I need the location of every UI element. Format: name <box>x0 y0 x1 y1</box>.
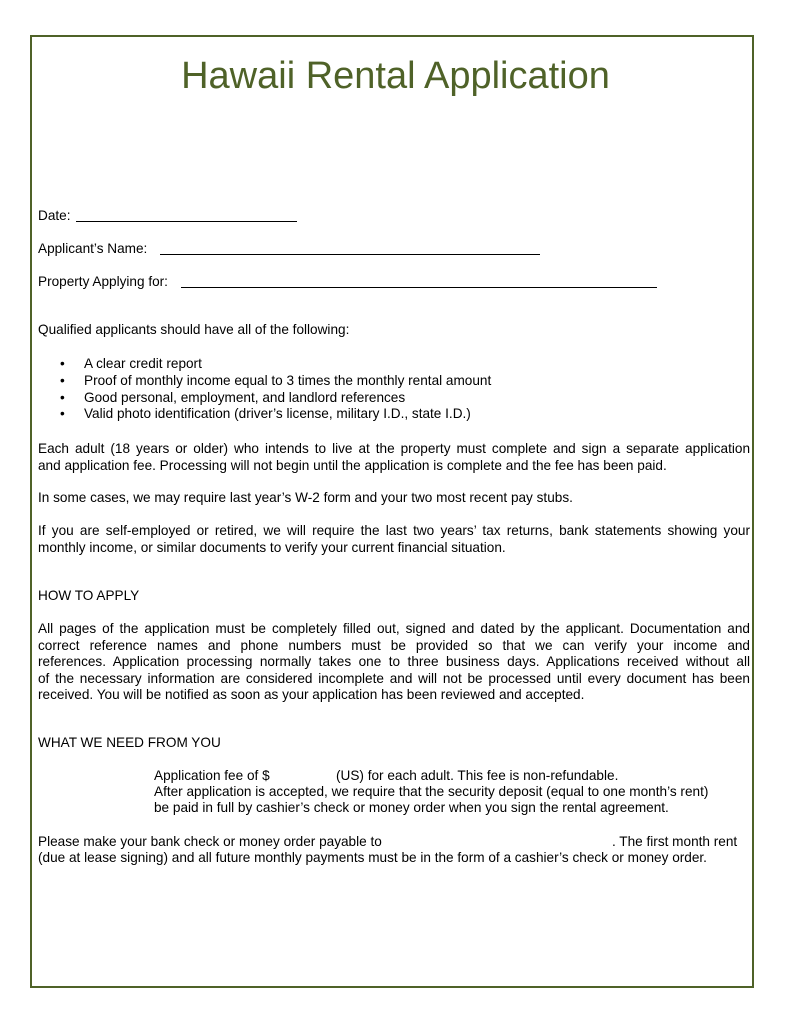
payment-prefix: Please make your bank check or money order payable to <box>38 834 382 849</box>
property-label: Property Applying for: <box>38 274 168 289</box>
deposit-line: After application is accepted, we require that the security deposit (equal to one month’s rent) <box>154 784 709 799</box>
bullet-icon: • <box>60 356 65 371</box>
paragraph-line: If you are self-employed or retired, we will require the last two years’ tax returns, bank statements showing your <box>38 523 750 538</box>
what-we-need-heading: WHAT WE NEED FROM YOU <box>38 735 221 750</box>
date-field[interactable] <box>76 221 297 222</box>
how-to-apply-paragraph <box>38 621 750 704</box>
self-employed-paragraph <box>38 523 750 556</box>
paragraph-line: and application fee. Processing will not begin until the application is complete and the fee has been paid. <box>38 457 667 473</box>
requirement-item: Proof of monthly income equal to 3 times the monthly rental amount <box>84 373 492 388</box>
w2-paragraph: In some cases, we may require last year’s W-2 form and your two most recent pay stubs. <box>38 490 573 505</box>
paragraph-line: Each adult (18 years or older) who intends to live at the property must complete and sign a separate application <box>38 441 750 456</box>
fee-suffix: (US) for each adult. This fee is non-refundable. <box>336 768 619 783</box>
paragraph-line: received. You will be notified as soon as your application has been reviewed and accepted. <box>38 687 585 702</box>
paragraph-line: All pages of the application must be completely filled out, signed and dated by the applicant. Documentation and <box>38 621 750 636</box>
paragraph-line: correct reference names and phone numbers must be provided so that we can verify your income and <box>38 637 750 653</box>
bullet-icon: • <box>60 373 65 388</box>
qualified-intro: Qualified applicants should have all of the following: <box>38 322 350 337</box>
payment-suffix: . The first month rent <box>612 834 738 849</box>
payment-line-2: (due at lease signing) and all future monthly payments must be in the form of a cashier’s check or money order. <box>38 850 707 865</box>
paragraph-line: monthly income, or similar documents to verify your current financial situation. <box>38 539 506 555</box>
requirement-item: Good personal, employment, and landlord references <box>84 390 406 405</box>
requirement-item: Valid photo identification (driver’s license, military I.D., state I.D.) <box>84 406 471 421</box>
how-to-apply-heading: HOW TO APPLY <box>38 588 140 603</box>
paragraph-line: references. Application processing normally takes one to three business days. Applications received without all <box>38 654 750 669</box>
requirement-item: A clear credit report <box>84 356 202 371</box>
fee-prefix: Application fee of $ <box>154 768 270 783</box>
deposit-line: be paid in full by cashier’s check or money order when you sign the rental agreement. <box>154 800 669 815</box>
applicant-name-field[interactable] <box>160 254 540 255</box>
property-field[interactable] <box>181 287 657 288</box>
date-label: Date: <box>38 208 71 223</box>
adult-application-paragraph <box>38 441 750 474</box>
page-title: Hawaii Rental Application <box>181 55 610 97</box>
paragraph-line: of the necessary information are considered incomplete and will not be processed until every document has been <box>38 670 750 686</box>
bullet-icon: • <box>60 390 65 405</box>
applicant-name-label: Applicant’s Name: <box>38 241 148 256</box>
bullet-icon: • <box>60 406 65 421</box>
